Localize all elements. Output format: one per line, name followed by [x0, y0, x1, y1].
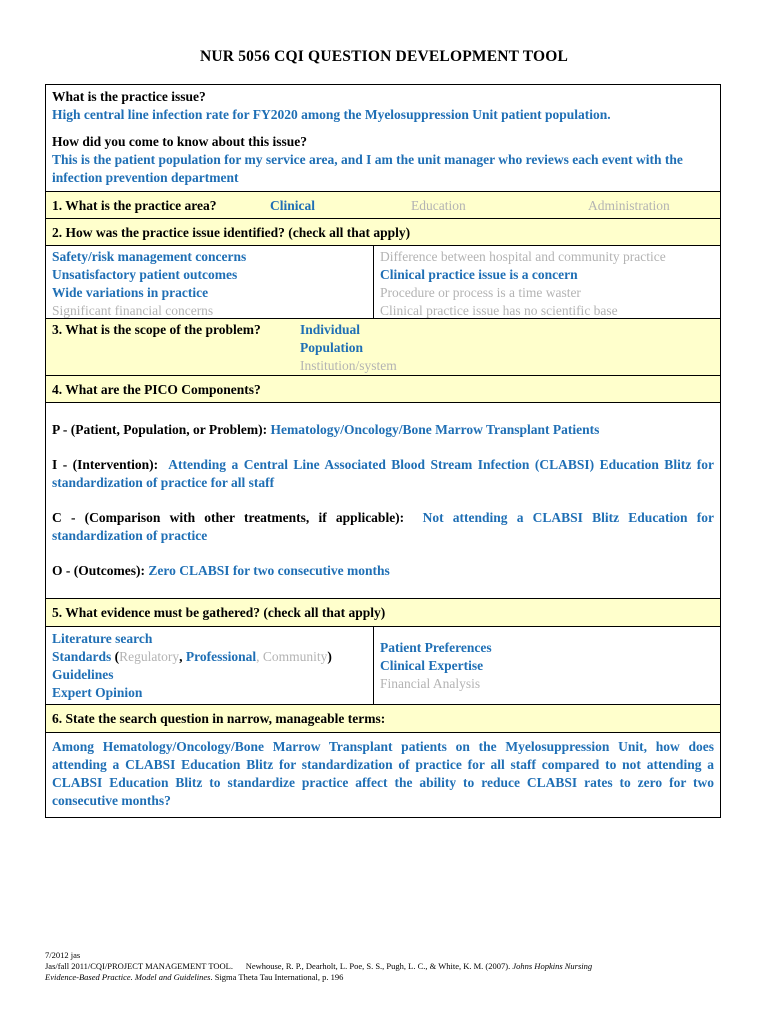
scope-row [46, 319, 720, 376]
option-clinical-concern: Clinical practice issue is a concern [380, 267, 578, 282]
standards-professional: Professional [185, 649, 257, 664]
identified-options [46, 246, 720, 319]
evidence-label: 5. What evidence must be gathered? (check all that apply) [52, 605, 386, 620]
standards-regulatory: Regulatory [119, 649, 180, 664]
option-hospital-community-difference: Difference between hospital and community practice [380, 249, 666, 264]
footer-publisher: . Sigma Theta Tau International, p. 196 [210, 972, 344, 982]
footer-book-title-2: Evidence-Based Practice. Model and Guidelines [45, 972, 211, 982]
evidence-literature: Literature search [52, 631, 153, 646]
pico-p-value: Hematology/Oncology/Bone Marrow Transplant Patients [270, 422, 600, 437]
pico-intervention [52, 456, 714, 492]
search-question-header-row [46, 705, 720, 733]
identified-left-column [46, 246, 374, 318]
standards-community: Community [262, 649, 328, 664]
pico-o-label: O - (Outcomes): [52, 563, 145, 578]
pico-comparison [52, 509, 714, 545]
pico-i-label: I - (Intervention): [52, 457, 159, 472]
issue-origin-question: How did you come to know about this issue? [52, 134, 308, 149]
scope-individual: Individual [300, 322, 361, 337]
identified-right-column [374, 246, 720, 318]
evidence-clinical-expertise: Clinical Expertise [380, 658, 484, 673]
evidence-expert-opinion: Expert Opinion [52, 685, 143, 700]
question-form [45, 84, 721, 818]
practice-area-clinical: Clinical [270, 198, 316, 213]
evidence-right-column [374, 627, 720, 704]
pico-patient [52, 421, 714, 439]
pico-label: 4. What are the PICO Components? [52, 382, 261, 397]
standards-open-paren: ( [111, 649, 120, 664]
scope-label: 3. What is the scope of the problem? [52, 322, 261, 337]
practice-issue-answer: High central line infection rate for FY2020 among the Myelosuppression Unit patient population. [52, 107, 611, 122]
footer-book-title-1: Johns Hopkins Nursing [512, 961, 593, 971]
practice-issue-section [46, 85, 720, 192]
pico-components [46, 403, 720, 599]
standards-comma-1: , [179, 649, 186, 664]
scope-options [300, 321, 397, 375]
standards-close-paren: ) [327, 649, 332, 664]
practice-area-education: Education [411, 198, 466, 213]
pico-outcomes [52, 562, 714, 580]
evidence-standards [52, 648, 367, 666]
pico-o-value: Zero CLABSI for two consecutive months [148, 563, 390, 578]
footer-citation-line-2 [45, 972, 725, 983]
practice-area-row [46, 192, 720, 219]
issue-origin-answer: This is the patient population for my service area, and I am the unit manager who reviews each event with the infection prevention department [52, 152, 683, 185]
standards-comma-2: , [256, 649, 263, 664]
option-wide-variations: Wide variations in practice [52, 285, 209, 300]
footer-citation-text: Jas/fall 2011/CQI/PROJECT MANAGEMENT TOOL. Newhouse, R. P., Dearholt, L. Poe, S. S., Pugh, L. C., & White, K. M. (2007). [45, 961, 513, 971]
practice-area-administration: Administration [588, 198, 670, 213]
practice-area-label: 1. What is the practice area? [52, 198, 217, 213]
pico-p-label: P - (Patient, Population, or Problem): [52, 422, 268, 437]
evidence-standards-label: Standards [52, 649, 112, 664]
practice-issue-question: What is the practice issue? [52, 89, 206, 104]
scope-population: Population [300, 340, 364, 355]
pico-c-value: Not attending a CLABSI Blitz Education for standardization of practice [52, 510, 714, 543]
option-financial-concerns: Significant financial concerns [52, 303, 214, 318]
evidence-left-column [46, 627, 374, 704]
page-title: NUR 5056 CQI QUESTION DEVELOPMENT TOOL [199, 48, 569, 65]
evidence-options [46, 627, 720, 705]
pico-c-label: C - (Comparison with other treatments, if applicable): [52, 510, 405, 525]
pico-i-value: Attending a Central Line Associated Blood Stream Infection (CLABSI) Education Blitz for standardization of practice for all staff [52, 457, 714, 490]
evidence-guidelines: Guidelines [52, 667, 114, 682]
search-question-label: 6. State the search question in narrow, manageable terms: [52, 711, 386, 726]
search-question-answer: Among Hematology/Oncology/Bone Marrow Transplant patients on the Myelosuppression Unit, how does attending a CLABSI Education Blitz for standardization of practice for all staff compared to not attending a CLABSI Education Blitz to standardize practice affect the ability to reduce CLABSI rates to zero for two consecutive months? [52, 739, 714, 808]
evidence-header-row [46, 599, 720, 627]
identified-header-row [46, 219, 720, 246]
evidence-financial-analysis: Financial Analysis [380, 676, 481, 691]
footer-citation-line-1 [45, 961, 725, 972]
option-time-waster: Procedure or process is a time waster [380, 285, 581, 300]
scope-institution: Institution/system [300, 358, 397, 373]
pico-header-row [46, 376, 720, 403]
option-safety-risk: Safety/risk management concerns [52, 249, 247, 264]
footer-date: 7/2012 jas [45, 950, 81, 960]
search-question-answer-row [46, 733, 720, 817]
option-no-scientific-base: Clinical practice issue has no scientific base [380, 303, 618, 318]
option-unsatisfactory-outcomes: Unsatisfactory patient outcomes [52, 267, 238, 282]
footer-citation [45, 950, 725, 983]
identified-label: 2. How was the practice issue identified? (check all that apply) [52, 225, 411, 240]
evidence-patient-preferences: Patient Preferences [380, 640, 492, 655]
